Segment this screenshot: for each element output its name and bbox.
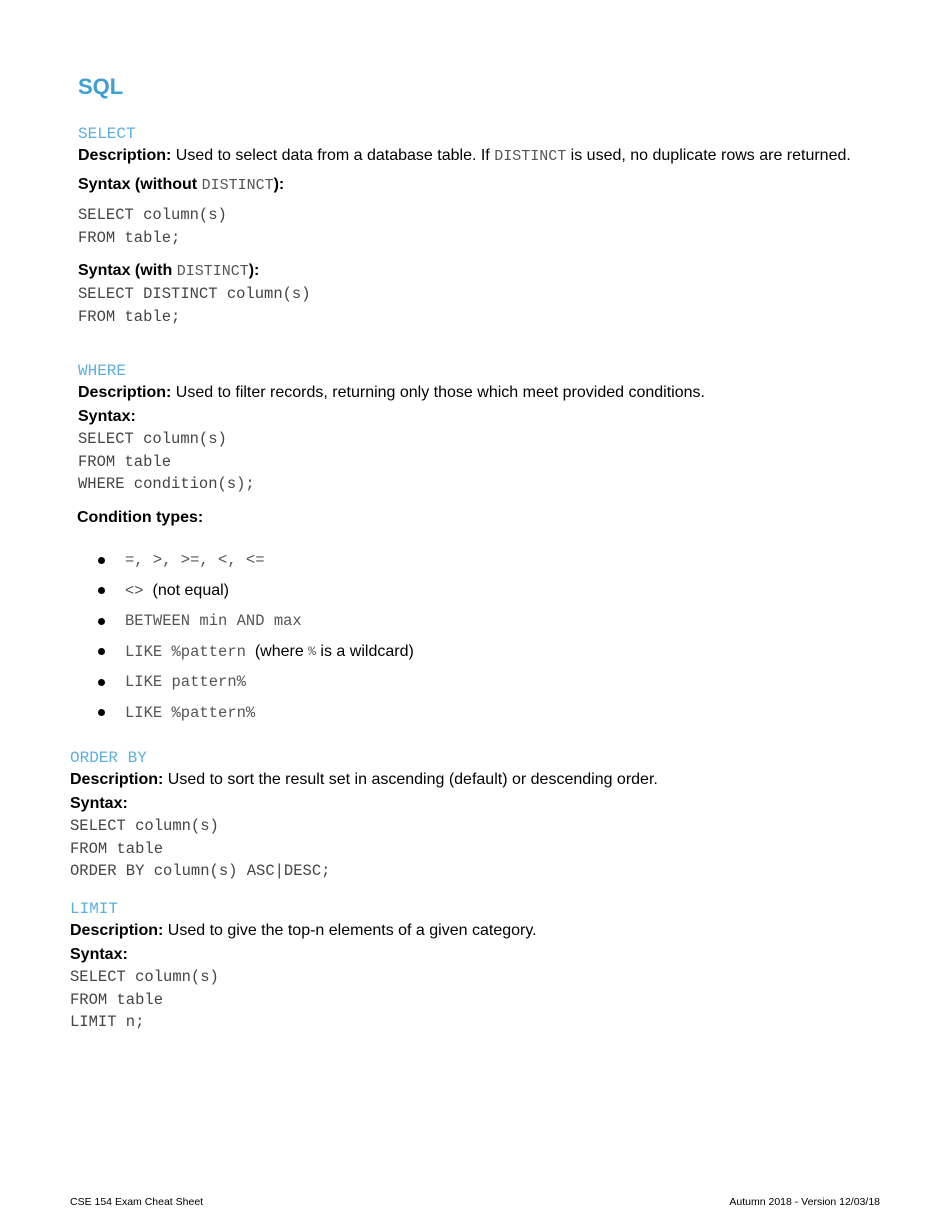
- select-syntax2-label-a: Syntax (with: [78, 262, 177, 279]
- order-by-desc-text: Used to sort the result set in ascending (default) or descending order.: [163, 771, 658, 788]
- bullet-icon: [98, 587, 105, 594]
- bullet-icon: [98, 618, 105, 625]
- bullet-icon: [98, 679, 105, 686]
- condition-mono: LIKE %pattern: [125, 642, 246, 661]
- condition-mono: =, >, >=, <, <=: [125, 551, 265, 570]
- condition-mono: LIKE pattern%: [125, 673, 246, 692]
- condition-mono: LIKE %pattern%: [125, 703, 256, 722]
- where-description: [78, 382, 878, 403]
- where-syntax-label: Syntax:: [78, 408, 136, 425]
- select-desc-text-1: Used to select data from a database table. If: [171, 147, 495, 164]
- condition-mono-wildcard: %: [308, 644, 316, 660]
- order-by-desc-label: Description:: [70, 771, 164, 788]
- footer-left: CSE 154 Exam Cheat Sheet: [70, 1196, 204, 1208]
- condition-text-2: is a wildcard): [315, 642, 414, 660]
- limit-code: SELECT column(s) FROM table LIMIT n;: [70, 968, 219, 1031]
- select-syntax1-label: [78, 174, 878, 197]
- bullet-icon: [98, 709, 105, 716]
- condition-text: (where: [245, 642, 309, 660]
- select-syntax2-mono: DISTINCT: [176, 263, 249, 280]
- order-by-syntax-label: Syntax:: [70, 795, 128, 812]
- list-item: [98, 667, 414, 698]
- where-code: SELECT column(s) FROM table WHERE condition(s);: [78, 430, 255, 493]
- section-order-by: [70, 747, 870, 883]
- select-syntax2-label-b: ):: [248, 262, 260, 279]
- select-heading: SELECT: [78, 125, 136, 143]
- list-item: [98, 637, 414, 668]
- list-item: [98, 545, 414, 576]
- list-item: [98, 606, 414, 637]
- select-desc-text-2: is used, no duplicate rows are returned.: [566, 147, 851, 164]
- limit-description: [70, 920, 870, 941]
- section-where: [78, 360, 878, 496]
- order-by-heading: ORDER BY: [70, 749, 147, 767]
- conditions-title: Condition types:: [77, 509, 204, 526]
- condition-text: (not equal): [143, 581, 229, 599]
- bullet-icon: [98, 557, 105, 564]
- conditions-list: [98, 545, 414, 728]
- select-syntax2-label: [78, 260, 878, 283]
- select-code2: SELECT DISTINCT column(s) FROM table;: [78, 285, 311, 326]
- condition-mono: <>: [125, 581, 144, 600]
- where-desc-label: Description:: [78, 384, 172, 401]
- footer-right: Autumn 2018 - Version 12/03/18: [729, 1196, 880, 1208]
- section-limit: [70, 898, 870, 1034]
- limit-desc-label: Description:: [70, 922, 164, 939]
- order-by-description: [70, 769, 870, 790]
- where-heading: WHERE: [78, 362, 127, 380]
- select-syntax1-label-b: ):: [273, 176, 285, 193]
- list-item: [98, 698, 414, 729]
- section-select: [78, 123, 878, 328]
- limit-syntax-label: Syntax:: [70, 946, 128, 963]
- select-desc-mono: DISTINCT: [494, 148, 567, 165]
- select-syntax1-label-a: Syntax (without: [78, 176, 202, 193]
- select-syntax1-mono: DISTINCT: [201, 177, 274, 194]
- select-desc-label: Description:: [78, 147, 172, 164]
- order-by-code: SELECT column(s) FROM table ORDER BY column(s) ASC|DESC;: [70, 817, 331, 880]
- limit-heading: LIMIT: [70, 900, 119, 918]
- list-item: [98, 576, 414, 607]
- condition-mono: BETWEEN min AND max: [125, 612, 302, 631]
- select-description: [78, 145, 878, 167]
- where-desc-text: Used to filter records, returning only those which meet provided conditions.: [171, 384, 705, 401]
- page-title: SQL: [78, 74, 124, 99]
- limit-desc-text: Used to give the top-n elements of a given category.: [163, 922, 537, 939]
- bullet-icon: [98, 648, 105, 655]
- select-code1: SELECT column(s) FROM table;: [78, 206, 227, 247]
